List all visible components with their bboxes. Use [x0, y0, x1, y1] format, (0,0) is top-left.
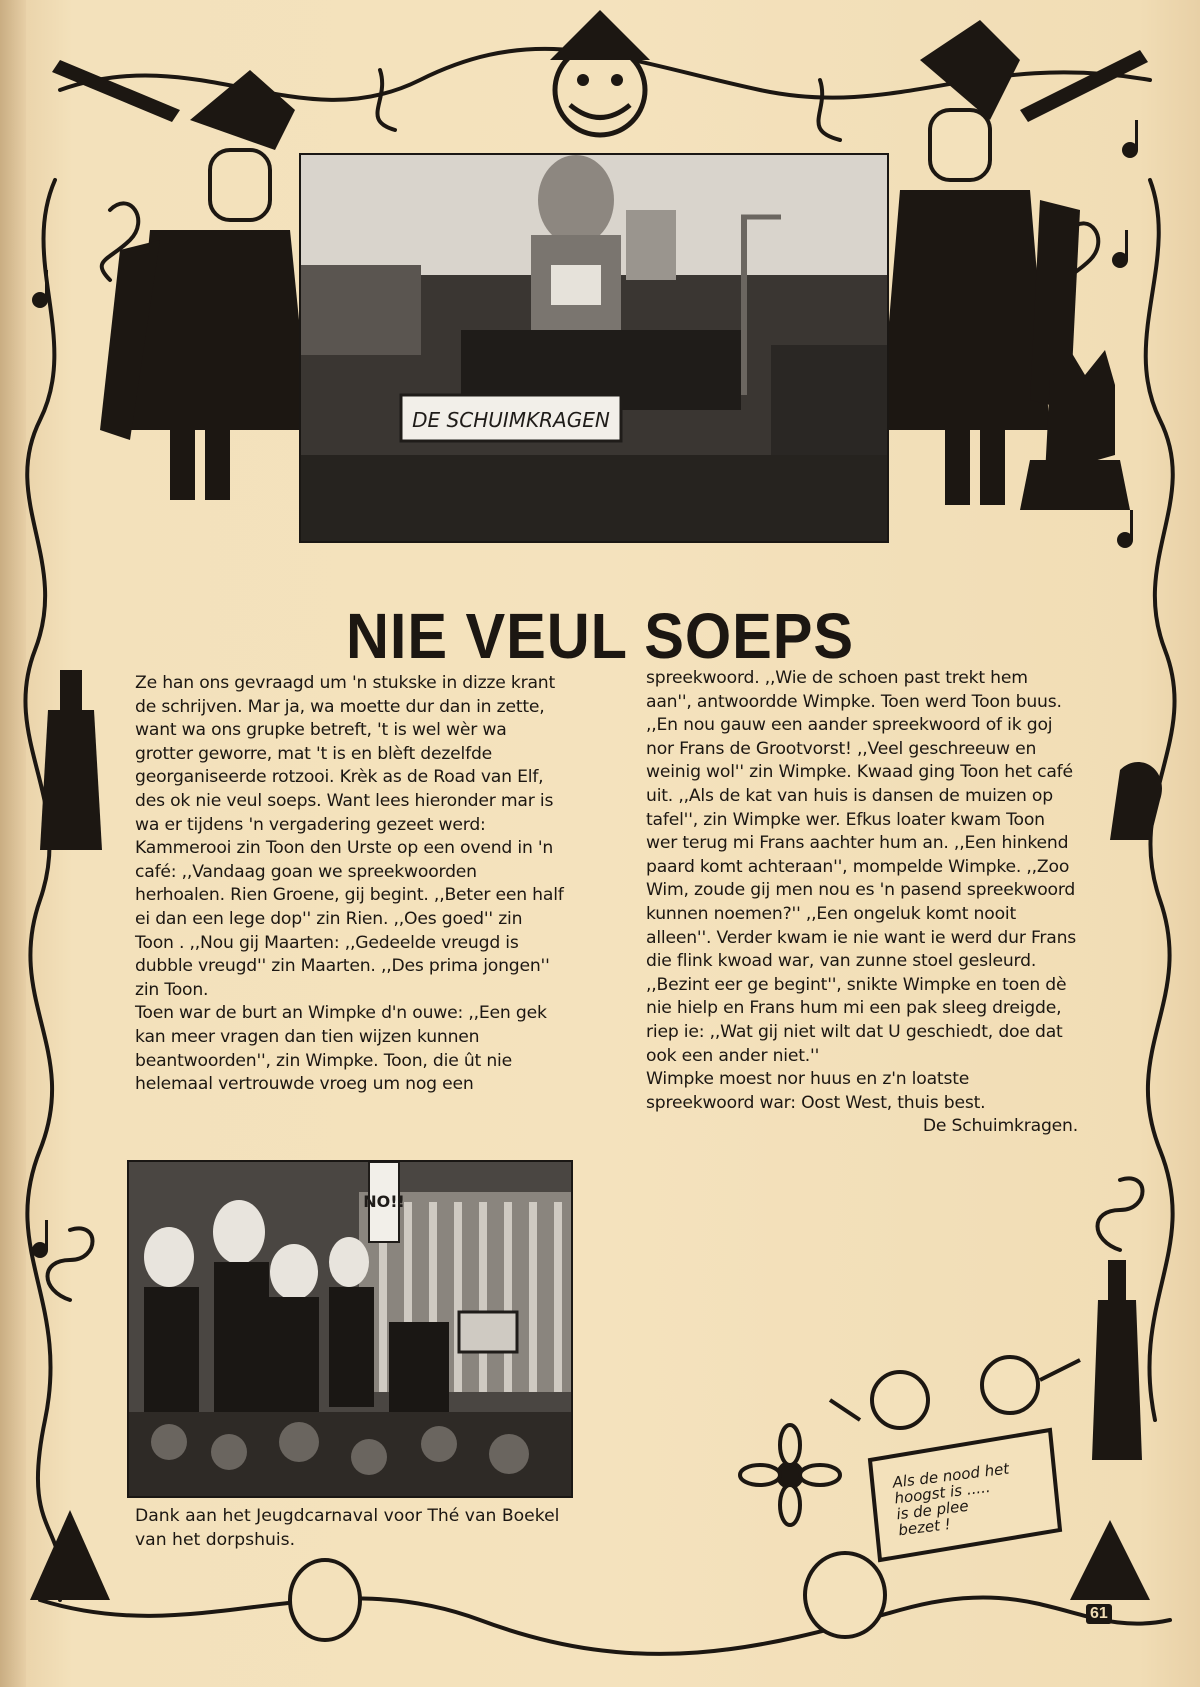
- article-paragraph: Kammerooi zin Toon den Urste op een ovend in 'n café: ,,Vandaag goan we spreekwoorden herhoalen. Rien Groene, gij begint. ,,Beter een half ei dan een lege dop'' zin Rien. ,,Oes goed'' zin Toon . ,,Nou gij Maarten: ,,Gedeelde vreugd is dubble vreugd'' zin Maarten. ,,Des prima jongen'' zin Toon.: [135, 838, 564, 1000]
- stage-sign-text: NO!!: [363, 1192, 405, 1211]
- article-paragraph: Toen war de burt an Wimpke d'n ouwe: ,,Een gek kan meer vragen dan tien wijzen kunnen beantwoorden'', zin Wimpke. Toon, die ût nie helemaal vertrouwde vroeg um nog een: [135, 1003, 547, 1095]
- carnival-float-photo: [299, 153, 889, 543]
- article-right-column: [646, 667, 1078, 1139]
- float-banner-text: DE SCHUIMKRAGEN: [412, 408, 610, 432]
- article-left-column: [135, 672, 565, 1097]
- article-title: NIE VEUL SOEPS: [345, 599, 855, 672]
- cartoon-banner-text: Als de nood het hoogst is ..... is de plee bezet !: [891, 1459, 1011, 1540]
- article-paragraph: Ze han ons gevraagd um 'n stukske in dizze krant de schrijven. Mar ja, wa moette dur dan in zette, want wa ons grupke betreft, 't is wel wèr wa grotter geworre, mat 't is en blèft dezelfde georganiseerde rotzooi. Krèk as de Road van Elf, des ok nie veul soeps. Want lees hieronder mar is wa er tijdens 'n vergadering gezeet werd:: [135, 673, 556, 835]
- photo-caption: Dank aan het Jeugdcarnaval voor Thé van Boekel van het dorpshuis.: [135, 1506, 560, 1550]
- article-paragraph: Wimpke moest nor huus en z'n loatste spreekwoord war: Oost West, thuis best.: [646, 1069, 986, 1113]
- article-paragraph: spreekwoord. ,,Wie de schoen past trekt hem aan'', antwoordde Wimpke. Toen werd Toon buus. ,,En nou gauw een aander spreekwoord of ik goj nor Frans de Grootvorst! ,,Veel geschreeuw en weinig wol'' zin Wimpke. Kwaad ging Toon het café uit. ,,Als de kat van huis is dansen de muizen op tafel'', zin Wimpke wer. Efkus loater kwam Toon wer terug mi Frans aachter hum an. ,,Een hinkend paard komt achteraan'', mompelde Wimpke. ,,Zoo Wim, zoude gij men nou es 'n pasend spreekwoord kunnen noemen?'' ,,Een ongeluk komt nooit alleen''. Verder kwam ie nie want ie werd dur Frans die flink kwoad war, van zunne stoel gesleurd. ,,Bezint eer ge begint'', snikte Wimpke en toen dè nie hielp en Frans hum mi een pak sleeg dreigde, riep ie: ,,Wat gij niet wilt dat U geschiedt, doe dat ook een ander niet.'': [646, 668, 1077, 1066]
- stage-group-photo: [127, 1160, 573, 1498]
- article-signature: De Schuimkragen.: [922, 1116, 1078, 1137]
- page-number: 61: [1086, 1604, 1112, 1624]
